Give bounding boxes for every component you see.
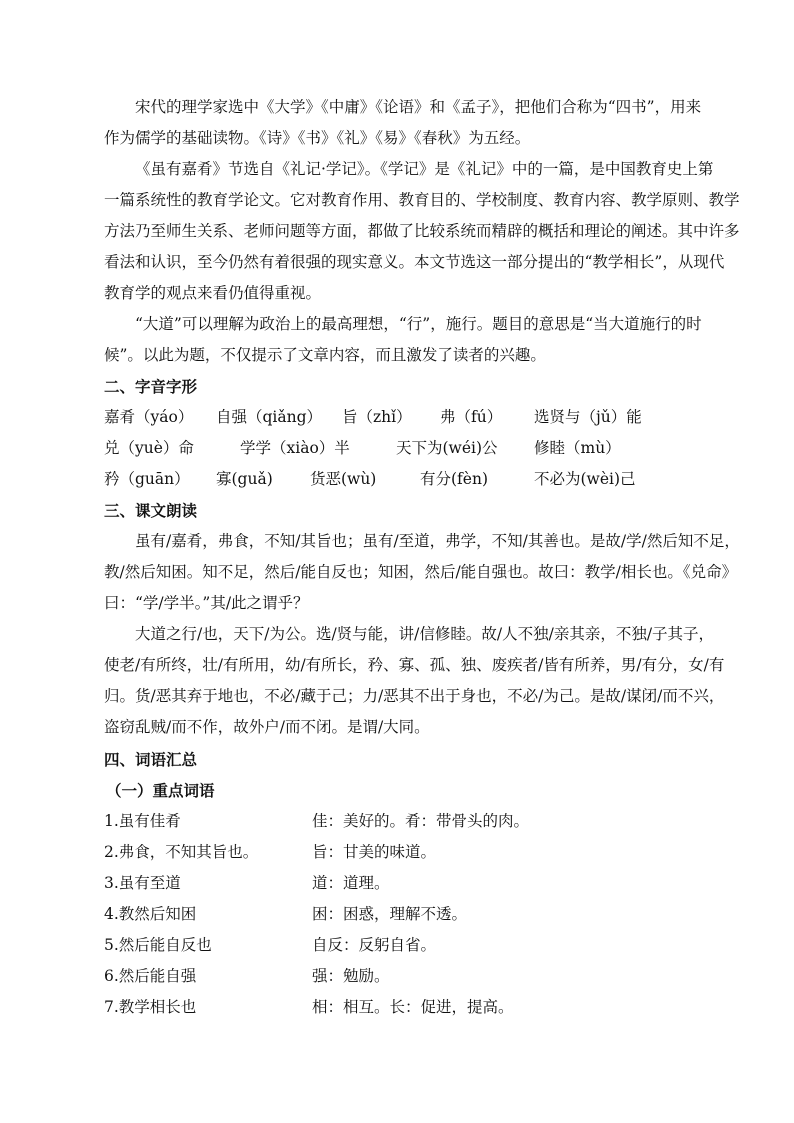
pronunciation-item: 嘉肴（yáo） <box>104 408 194 426</box>
text-line: 方法乃至师生关系、老师问题等方面，都做了比较系统而精辟的概括和理论的阐述。其中许多 <box>104 222 740 240</box>
text-line: 虽有/嘉肴，弗食，不知/其旨也；虽有/至道，弗学，不知/其善也。是故/学/然后知不足， <box>135 532 740 550</box>
vocab-item-3 <box>104 868 724 899</box>
vocab-term: 4.教然后知困 <box>104 905 197 923</box>
text-line: 教/然后知困。知不足，然后/能自反也；知困，然后/能自强也。故曰：教学/相长也。《兑命》 <box>104 563 738 581</box>
vocab-definition: 旨：甘美的味道。 <box>312 843 437 861</box>
vocab-definition: 道：道理。 <box>312 874 390 892</box>
text-line: 大道之行/也，天下/为公。选/贤与能，讲/信修睦。故/人不独/亲其亲，不独/子其子， <box>135 625 715 643</box>
pronunciation-row-3 <box>104 464 724 495</box>
text-line: 候”。以此为题，不仅提示了文章内容，而且激发了读者的兴趣。 <box>104 346 546 364</box>
intro-paragraph-2 <box>104 154 740 309</box>
pronunciation-item: 学学（xiào）半 <box>240 439 350 457</box>
pronunciation-item: 不必为(wèi)己 <box>534 470 636 488</box>
pronunciation-item: 矜（guān） <box>104 470 190 488</box>
vocab-item-4 <box>104 899 724 930</box>
text-line: “大道”可以理解为政治上的最高理想，“行”，施行。题目的意思是“当大道施行的时 <box>135 315 702 333</box>
reading-paragraph-1 <box>104 526 740 619</box>
text-line: 宋代的理学家选中《大学》《中庸》《论语》和《孟子》，把他们合称为“四书”，用来 <box>135 98 702 116</box>
section-heading-reading: 三、课文朗读 <box>104 501 198 520</box>
text-line: 看法和认识，至今仍然有着很强的现实意义。本文节选这一部分提出的“教学相长”，从现代 <box>104 253 725 271</box>
text-line: 作为儒学的基础读物。《诗》《书》《礼》《易》《春秋》为五经。 <box>104 129 531 147</box>
vocab-item-5 <box>104 930 724 961</box>
text-line: 使老/有所终，壮/有所用，幼/有所长，矜、寡、孤、独、废疾者/皆有所养，男/有分，女/有 <box>104 656 725 674</box>
vocab-term: 1.虽有佳肴 <box>104 812 181 830</box>
text-line: 《虽有嘉肴》节选自《礼记·学记》。《学记》是《礼记》中的一篇，是中国教育史上第 <box>135 160 714 178</box>
vocab-item-6 <box>104 961 724 992</box>
pronunciation-item: 有分(fèn) <box>420 470 488 488</box>
pronunciation-item: 天下为(wéi)公 <box>396 439 498 457</box>
vocab-term: 2.弗食，不知其旨也。 <box>104 843 259 861</box>
pronunciation-item: 修睦（mù） <box>534 439 621 457</box>
vocab-item-2 <box>104 837 724 868</box>
text-line: 一篇系统性的教育学论文。它对教育作用、教育目的、学校制度、教育内容、教学原则、教学 <box>104 191 740 209</box>
vocab-definition: 困：困惑，理解不透。 <box>312 905 468 923</box>
pronunciation-item: 货恶(wù) <box>310 470 377 488</box>
vocab-term: 5.然后能自反也 <box>104 936 212 954</box>
vocab-item-7 <box>104 992 724 1023</box>
vocab-definition: 相：相互。长：促进，提高。 <box>312 998 514 1016</box>
pronunciation-row-2 <box>104 433 724 464</box>
vocab-definition: 佳：美好的。肴：带骨头的肉。 <box>312 812 530 830</box>
pronunciation-item: 旨（zhǐ） <box>342 408 412 426</box>
pronunciation-item: 选贤与（jǔ）能 <box>534 408 642 426</box>
text-line: 归。货/恶其弃于地也，不必/藏于己；力/恶其不出于身也，不必/为己。是故/谋闭/而不兴， <box>104 687 725 705</box>
vocab-definition: 强：勉励。 <box>312 967 390 985</box>
subsection-heading-key-words: （一）重点词语 <box>106 781 215 800</box>
pronunciation-item: 弗（fú） <box>440 408 503 426</box>
section-heading-vocabulary: 四、词语汇总 <box>104 750 198 769</box>
vocab-item-1 <box>104 806 724 837</box>
pronunciation-row-1 <box>104 402 724 433</box>
vocab-term: 6.然后能自强 <box>104 967 197 985</box>
text-line: 盗窃乱贼/而不作，故外户/而不闭。是谓/大同。 <box>104 718 430 736</box>
vocab-term: 3.虽有至道 <box>104 874 181 892</box>
reading-paragraph-2 <box>104 619 724 743</box>
vocab-definition: 自反：反躬自省。 <box>312 936 437 954</box>
intro-paragraph-1 <box>104 92 724 154</box>
vocab-term: 7.教学相长也 <box>104 998 197 1016</box>
pronunciation-item: 寡(guǎ) <box>216 470 273 488</box>
pronunciation-item: 兑（yuè）命 <box>104 439 194 457</box>
pronunciation-item: 自强（qiǎng） <box>216 408 323 426</box>
text-line: 教育学的观点来看仍值得重视。 <box>104 284 322 302</box>
intro-paragraph-3 <box>104 309 724 371</box>
section-heading-pronunciation: 二、字音字形 <box>104 377 198 396</box>
text-line: 曰：“学/学半。”其/此之谓乎？ <box>104 594 309 612</box>
